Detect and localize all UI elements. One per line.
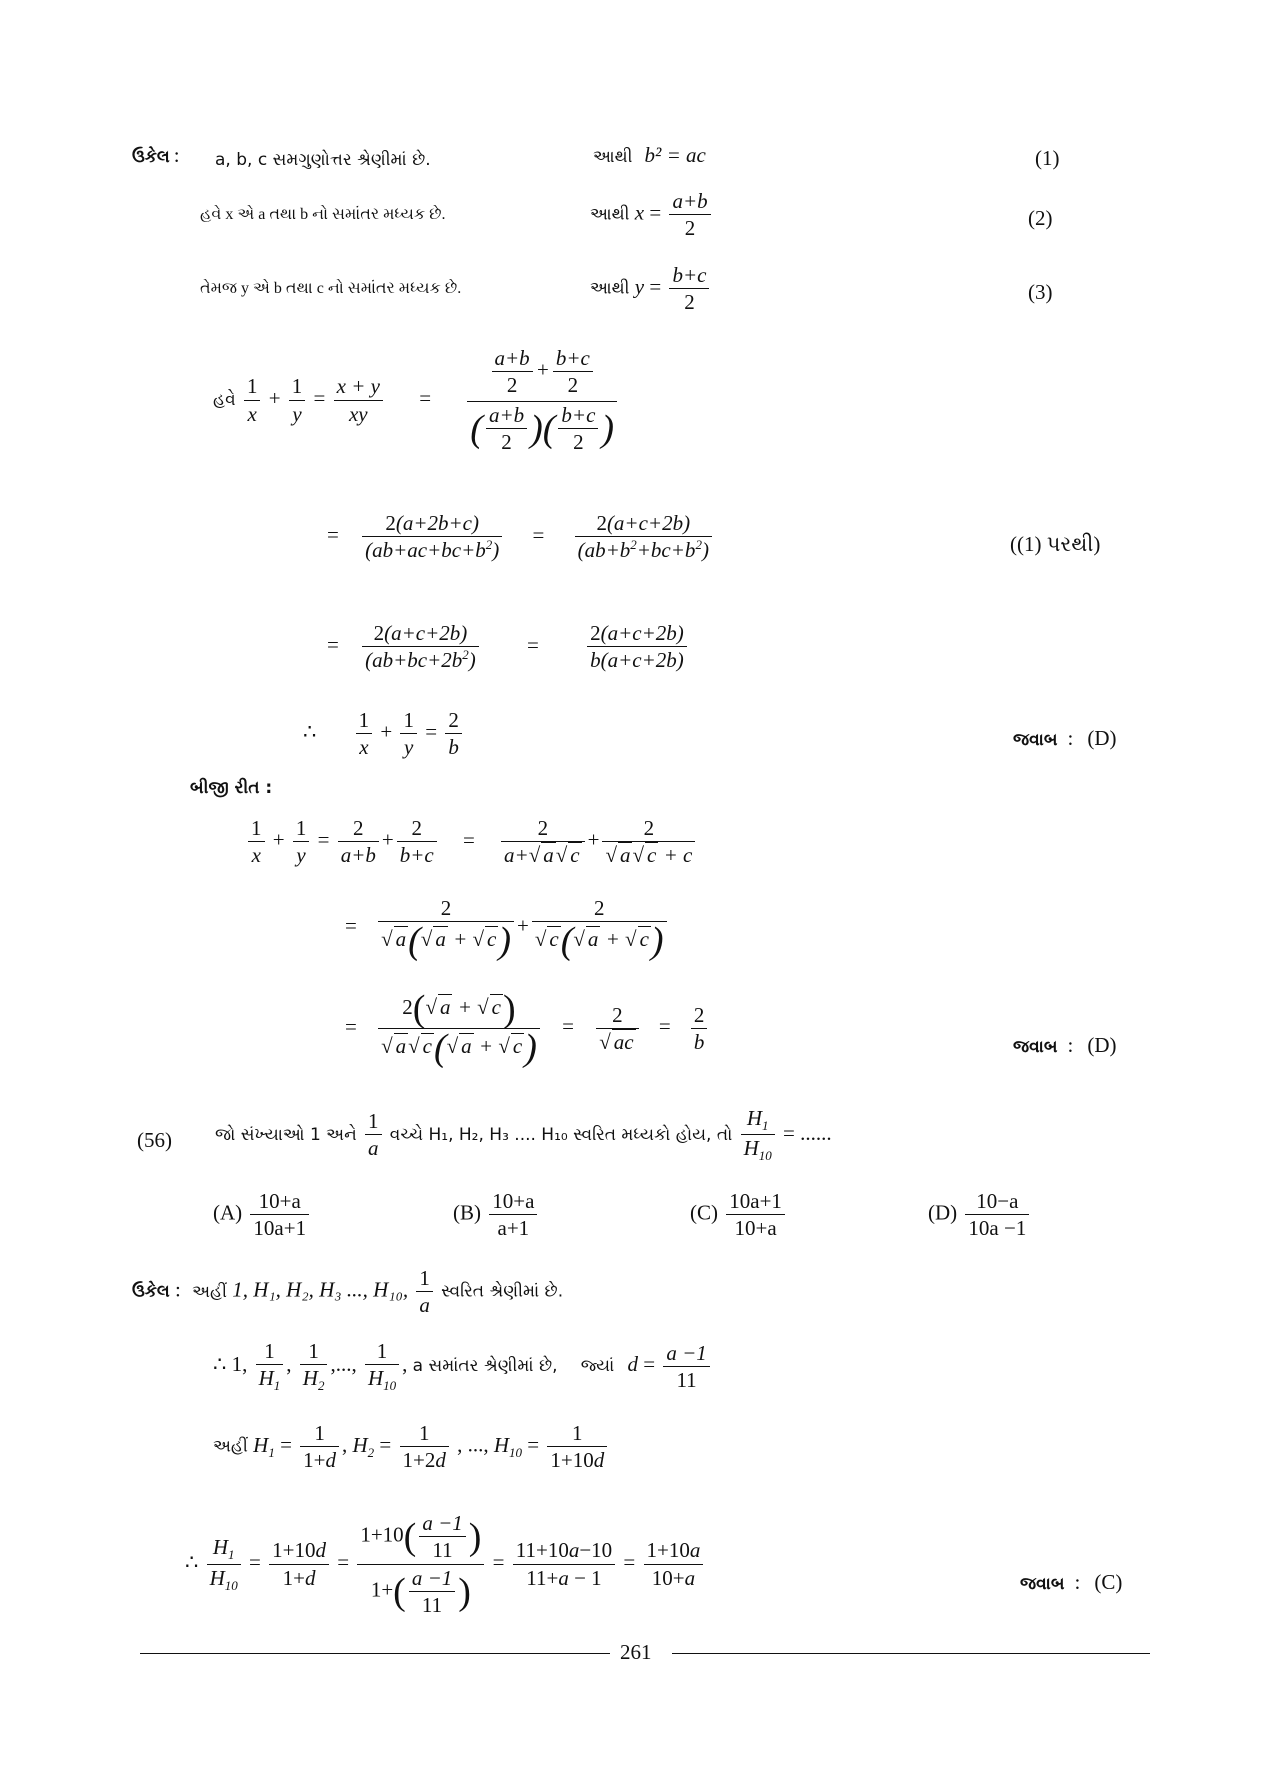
sol55-answer: જવાબ : (D)	[1013, 726, 1117, 750]
sol55-line2-eq: આથી x = $\frac{a+b}{2}$	[590, 188, 714, 242]
sol55-line1-text: a, b, c સમગુણોત્તર શ્રેણીમાં છે.	[215, 150, 431, 170]
option-c[interactable]: (C) $\frac{10a+1}{10+a}$	[690, 1188, 788, 1242]
footer-rule-left	[140, 1653, 610, 1654]
sol55-line3-text: તેમજ y એ b તથા c નો સમાંતર મધ્યક છે.	[200, 280, 462, 297]
sol55-line1-eq: આથી b² = ac	[593, 143, 706, 167]
sol55-step3: = $\frac{2(a+c+2b)}{(ab+bc+2b^2)}$ = $\frac{2(a+c+2b)}{b(a+c+2b)}$	[327, 620, 690, 674]
option-d[interactable]: (D) $\frac{10-a}{10a -1}$	[928, 1188, 1032, 1242]
sol55-result: ∴ $\frac{1}{x}$ + $\frac{1}{y}$ = $\frac{2}{b}$	[303, 707, 465, 761]
sol56-line1: ઉકેલ : અહીં 1, H₁, H₂, H₃ ..., H₁₀, $\frac{1}{a}$ સ્વરિત શ્રેણીમાં છે.	[132, 1266, 564, 1318]
sol55-line3-eq: આથી y = $\frac{b+c}{2}$	[590, 262, 712, 316]
question-number: (56)	[137, 1128, 172, 1152]
alt-answer: જવાબ : (D)	[1013, 1033, 1117, 1057]
sol56-line2: ∴ 1, $\frac{1}{H_1}$ , $\frac{1}{H_2}$ ,..., $\frac{1}{H_{10}}$ , a સમાંતર શ્રેણીમાં છે, જ્યાં d = $\frac{a -1}{11}$	[213, 1338, 713, 1395]
solution-label: ઉકેલ :	[132, 143, 180, 167]
sol56-line3: અહીં $H_1$ = $\frac{1}{1+d}$ , $H_2$ = $\frac{1}{1+2d}$ , ..., $H_{10}$ = $\frac{1}{1+10d}$	[213, 1420, 610, 1474]
sol56-answer: જવાબ : (C)	[1020, 1570, 1123, 1594]
equation-number-2: (2)	[1028, 206, 1053, 230]
page-number: 261	[620, 1640, 652, 1664]
sol55-line2-text: હવે x એ a તથા b નો સમાંતર મધ્યક છે.	[200, 206, 446, 223]
option-a[interactable]: (A) $\frac{10+a}{10a+1}$	[213, 1188, 312, 1242]
equation-number-1: (1)	[1035, 146, 1060, 170]
sol56-final: ∴ $\frac{H_1}{H_{10}}$ = $\frac{1+10d}{1+d}$ = 1+10( $\frac{a -1}{11}$ ) 1+( $\frac{a -1}{11}$ ) = $\frac{11+10a-10}{11+a - 1}$ = $\frac{1+10a}{10+a}$	[185, 1510, 706, 1618]
alt-step2: = $\frac{2}{√ a(√ a + √ c)}$ + $\frac{2}{√ c(√ a + √ c)}$	[345, 895, 670, 960]
sol55-step1: હવે $\frac{1}{x}$ + $\frac{1}{y}$ = $\frac{x + y}{xy}$ = $\frac{a+b}{2}$ + $\frac{b+c}{2}$ ( $\frac{a+b}{2}$ )( $\frac{b+c}{2}$ )	[213, 345, 620, 455]
sol55-note: ((1) પરથી)	[1010, 532, 1101, 556]
question-text: જો સંખ્યાઓ 1 અને $\frac{1}{a}$ વચ્ચે H₁, H₂, H₃ .... H₁₀ સ્વરિત મધ્યકો હોય, તો $\frac{H_1}{H_{10}}$ = ......	[215, 1106, 832, 1164]
footer-rule-right	[672, 1653, 1150, 1654]
equation-number-3: (3)	[1028, 280, 1053, 304]
sol55-step2: = $\frac{2(a+2b+c)}{(ab+ac+bc+b^2)}$ = $\frac{2(a+c+2b)}{(ab+b^2+bc+b^2)}$	[327, 510, 715, 564]
alternate-method-heading: બીજી રીત :	[190, 778, 273, 798]
alt-step1: $\frac{1}{x}$ + $\frac{1}{y}$ = $\frac{2}{a+b}$ + $\frac{2}{b+c}$ = $\frac{2}{a+√ a√ c}$ + $\frac{2}{√ a√ c + c}$	[245, 815, 698, 869]
alt-step3: = $\frac{2(√ a + √ c)}{√ a√ c(√ a + √ c)}$ = $\frac{2}{√ ac}$ = $\frac{2}{b}$	[345, 990, 710, 1067]
option-b[interactable]: (B) $\frac{10+a}{a+1}$	[453, 1188, 540, 1242]
